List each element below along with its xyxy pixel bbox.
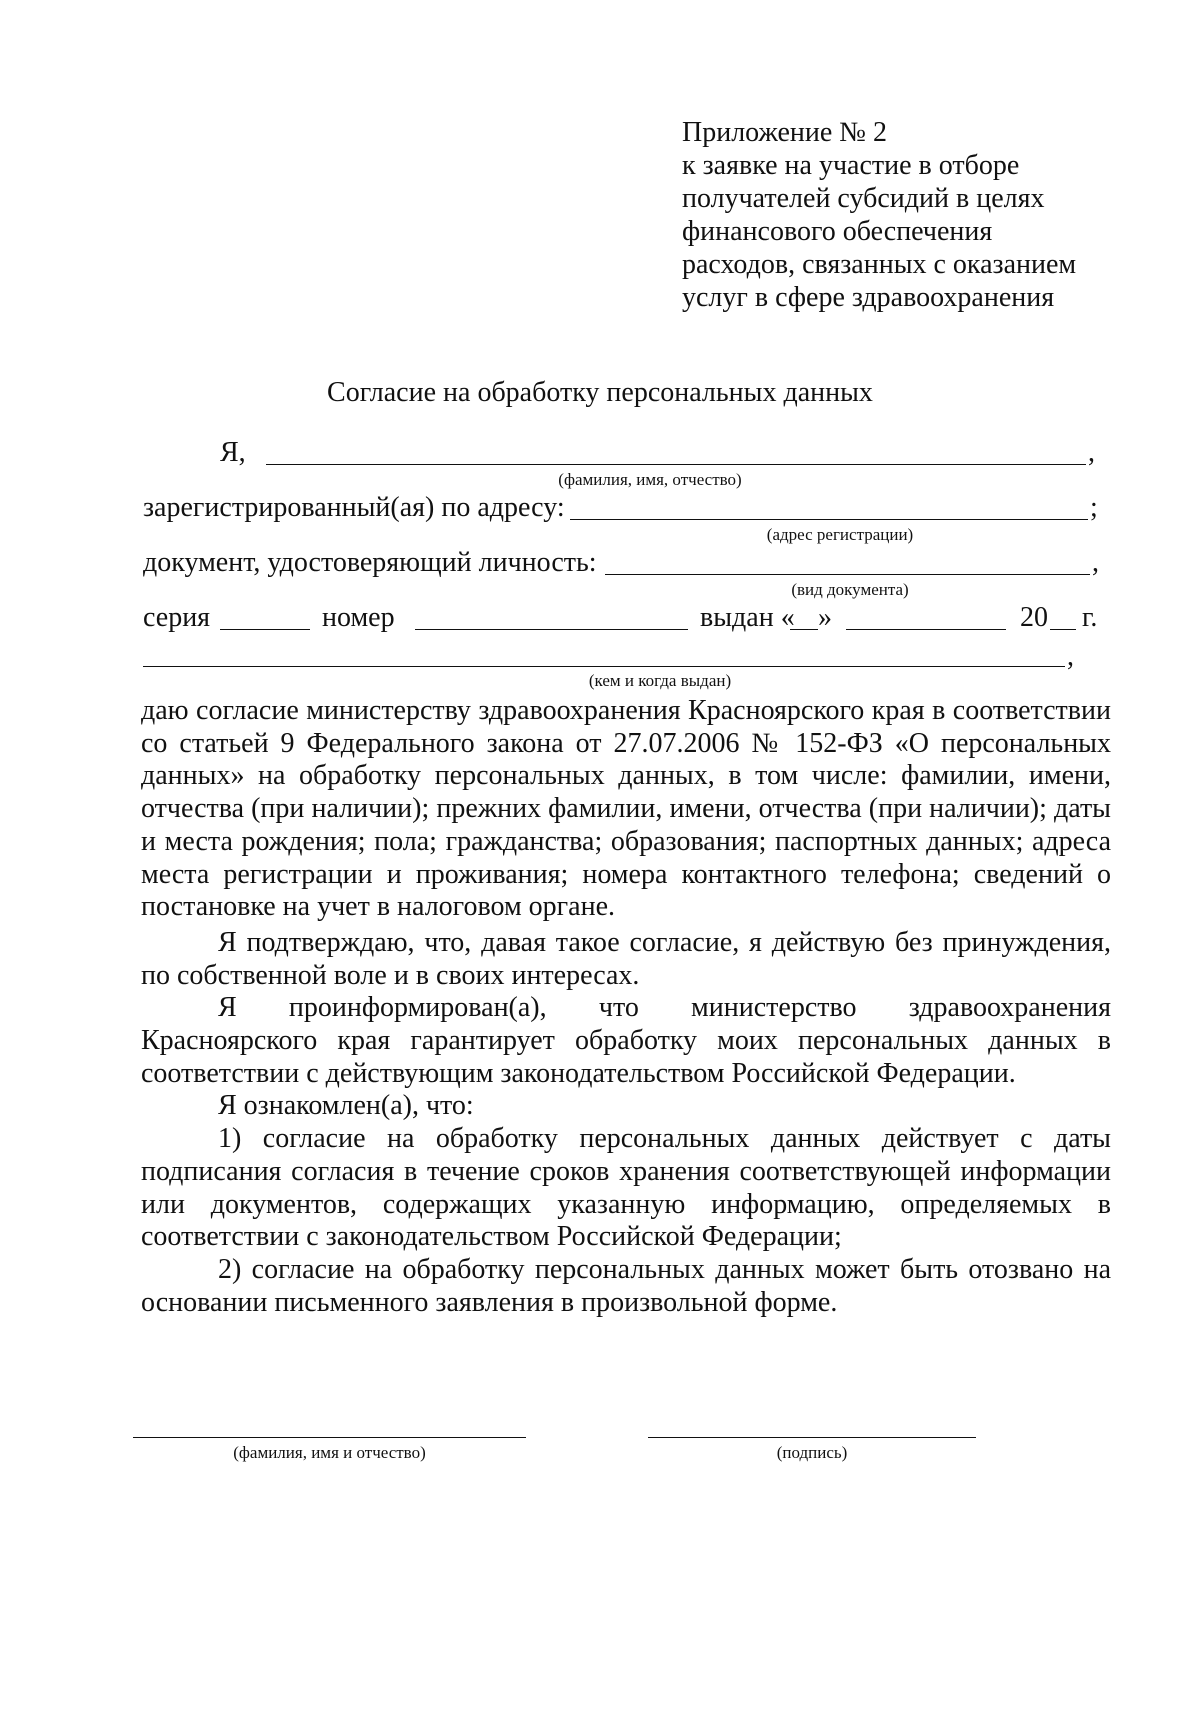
document-caption: (вид документа) — [791, 580, 909, 599]
signature-field-line[interactable] — [648, 1437, 976, 1438]
consent-body — [141, 695, 1111, 1319]
series-field-line[interactable] — [220, 629, 310, 630]
issuer-suffix: , — [1067, 641, 1074, 672]
document-type-field-line[interactable] — [605, 574, 1090, 575]
name-prefix: Я, — [220, 437, 246, 468]
issued-label: выдан « — [700, 602, 795, 633]
item-1-paragraph: 1) согласие на обработку персональных данных действует с даты подписания согласия в течение сроков хранения соответствующей информации или документов, содержащих указанную информацию, определяемых в соответствии с законодательством Российской Федерации; — [141, 1123, 1111, 1253]
full-name-field-line[interactable] — [266, 464, 1086, 465]
appendix-line: Приложение № 2 — [682, 117, 887, 148]
consent-paragraph: даю согласие министерству здравоохранения Красноярского края в соответствии со статьей 9 Федерального закона от 27.07.2006 № 152-ФЗ «О персональных данных» на обработку персональных данных, в том числе: фамилии, имени, отчества (при наличии); прежних фамилии, имени, отчества (при наличии); даты и места рождения; пола; гражданства; образования; паспортных данных; адреса места регистрации и проживания; номера контактного телефона; сведений о постановке на учет в налоговом органе. — [141, 695, 1111, 923]
appendix-line: к заявке на участие в отборе — [682, 150, 1020, 181]
informed-paragraph: Я проинформирован(а), что министерство здравоохранения Красноярского края гарантирует обработку моих персональных данных в соответствии с действующим законодательством Российской Федерации. — [141, 992, 1111, 1089]
document-suffix: , — [1092, 547, 1099, 578]
address-label: зарегистрированный(ая) по адресу: — [143, 492, 565, 523]
address-caption: (адрес регистрации) — [766, 525, 914, 544]
full-name-caption: (фамилия, имя, отчество) — [558, 470, 742, 489]
appendix-line: услуг в сфере здравоохранения — [682, 282, 1055, 313]
issued-day-field-line[interactable] — [790, 629, 818, 630]
appendix-line: расходов, связанных с оказанием — [682, 249, 1077, 280]
document-label: документ, удостоверяющий личность: — [143, 547, 597, 578]
year-prefix: 20 — [1020, 602, 1048, 633]
confirmation-paragraph: Я подтверждаю, что, давая такое согласие, я действую без принуждения, по собственной воле и в своих интересах. — [141, 926, 1111, 991]
appendix-header — [682, 116, 1142, 314]
appendix-line: финансового обеспечения — [682, 216, 993, 247]
item-2-paragraph: 2) согласие на обработку персональных данных может быть отозвано на основании письменного заявления в произвольной форме. — [141, 1253, 1111, 1318]
acquainted-paragraph: Я ознакомлен(а), что: — [218, 1090, 474, 1122]
appendix-line: получателей субсидий в целях — [682, 183, 1045, 214]
address-field-line[interactable] — [570, 519, 1088, 520]
signatory-name-caption: (фамилия, имя и отчество) — [233, 1443, 426, 1462]
series-label: серия — [143, 602, 211, 633]
signature-caption: (подпись) — [776, 1443, 848, 1462]
signatory-name-field-line[interactable] — [133, 1437, 526, 1438]
issuer-field-line[interactable] — [143, 666, 1065, 667]
issued-close: » — [818, 602, 832, 633]
year-field-line[interactable] — [1050, 629, 1076, 630]
document-title: Согласие на обработку персональных данных — [327, 377, 873, 408]
issuer-caption: (кем и когда выдан) — [588, 671, 732, 690]
year-suffix: г. — [1082, 602, 1098, 633]
address-suffix: ; — [1090, 492, 1098, 523]
name-suffix: , — [1088, 437, 1095, 468]
number-label: номер — [322, 602, 395, 633]
number-field-line[interactable] — [415, 629, 688, 630]
issued-month-field-line[interactable] — [846, 629, 1006, 630]
